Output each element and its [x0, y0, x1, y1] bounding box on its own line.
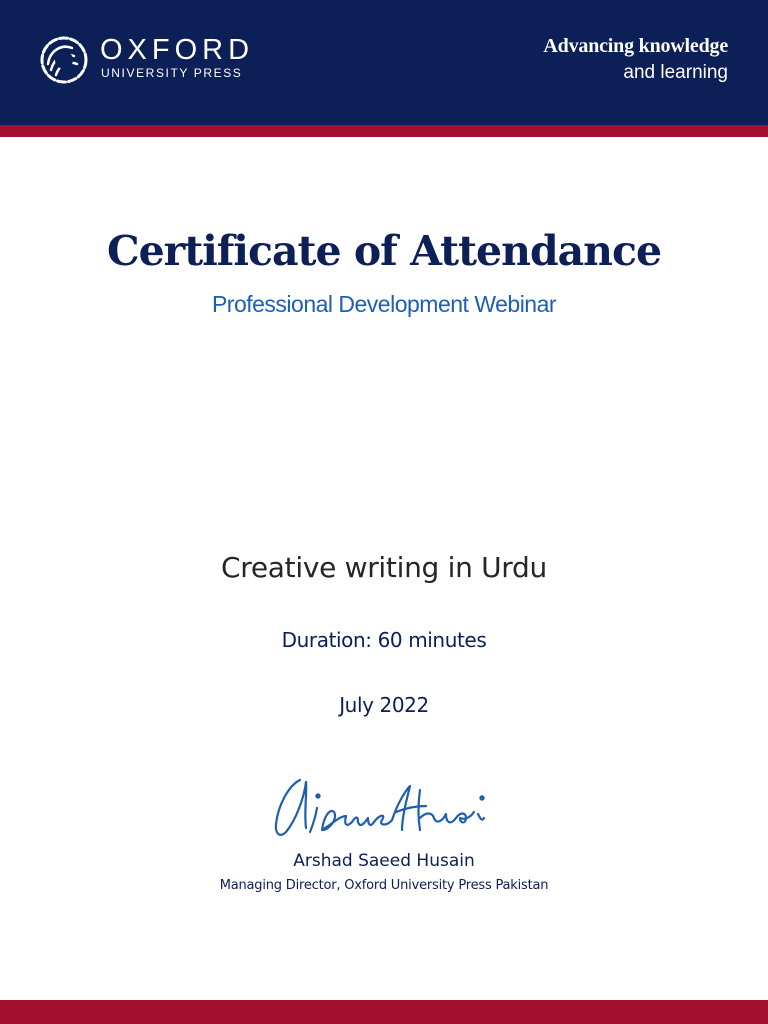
brand-name: OXFORD: [100, 34, 255, 66]
signatory-name: Arshad Saeed Husain: [293, 851, 475, 871]
duration-text: Duration: 60 minutes: [281, 628, 487, 652]
signatory-title: Managing Director, Oxford University Press Pakistan: [219, 878, 549, 893]
signature-image: [270, 772, 494, 848]
brand-subtitle: UNIVERSITY PRESS: [101, 66, 243, 80]
tagline-line-1: Advancing knowledge: [543, 35, 728, 57]
certificate-subtitle: Professional Development Webinar: [211, 291, 557, 317]
oup-logo-icon: [38, 34, 90, 86]
date-text: July 2022: [339, 693, 429, 717]
header-stripe: [0, 125, 768, 137]
footer-stripe: [0, 1000, 768, 1024]
course-title: Creative writing in Urdu: [221, 551, 547, 584]
tagline-line-2: and learning: [623, 62, 728, 83]
certificate-title: Certificate of Attendance: [106, 227, 662, 275]
header-banner: [0, 0, 768, 125]
